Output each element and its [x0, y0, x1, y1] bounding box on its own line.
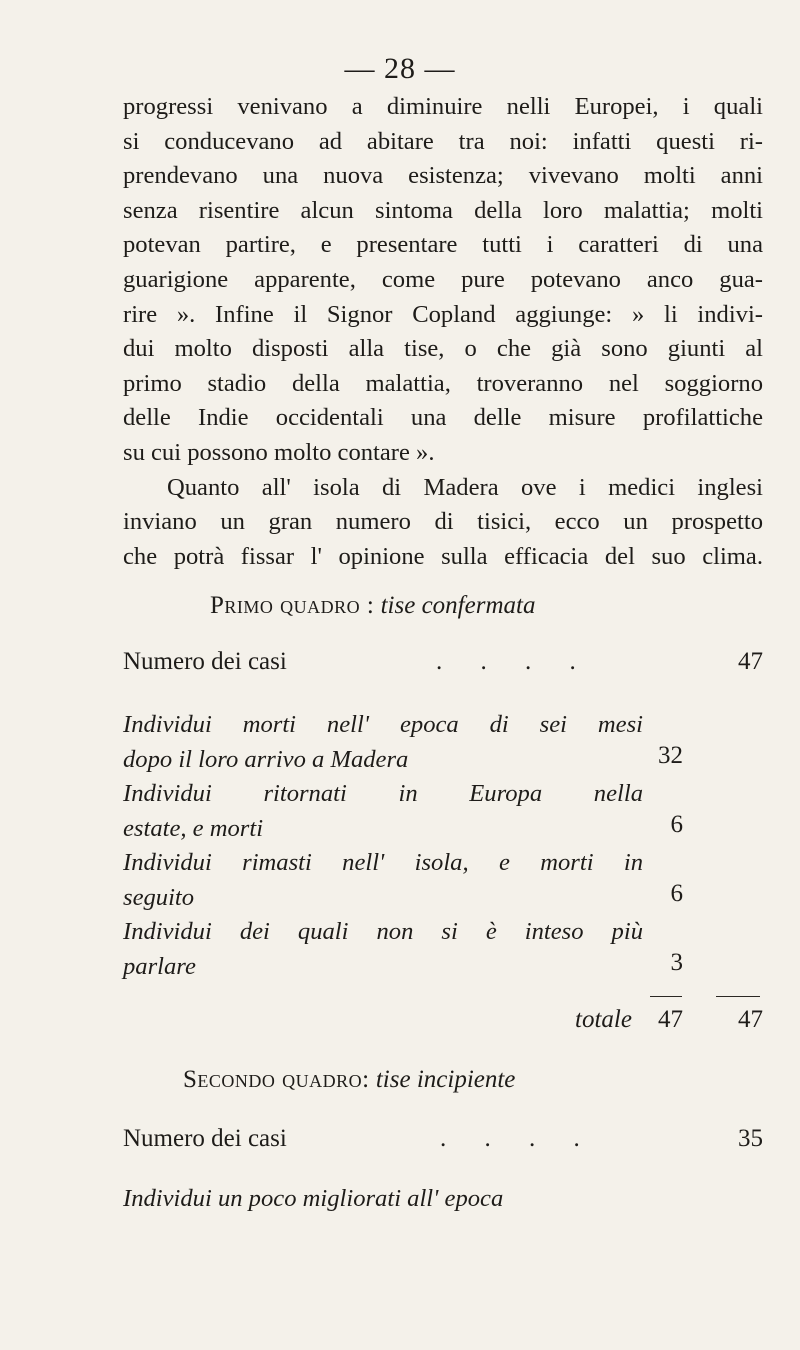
primo-entry-4-value: 3 [670, 949, 683, 976]
primo-cases-dots: . . . . [436, 648, 592, 675]
text-line: senza risentire alcun sintoma della loro malattia; molti [123, 196, 763, 224]
entry-line: parlare [123, 952, 196, 980]
secondo-cases-label: Numero dei casi [123, 1125, 287, 1152]
secondo-entry-line: Individui un poco migliorati all' epoca [123, 1185, 504, 1212]
paragraph-2 [123, 471, 763, 575]
text-line: guarigione apparente, come pure potevano anco gua- [123, 265, 763, 293]
primo-total-label: totale [575, 1006, 632, 1033]
entry-line: Individui dei quali non si è inteso più [123, 918, 643, 945]
text-line: Quanto all' isola di Madera ove i medici inglesi [167, 473, 763, 501]
text-line: dui molto disposti alla tise, o che già sono giunti al [123, 335, 763, 363]
text-line: inviano un gran numero di tisici, ecco un prospetto [123, 508, 763, 536]
primo-entry-2-value: 6 [670, 811, 683, 838]
entry-line: Individui rimasti nell' isola, e morti in [123, 849, 643, 876]
paragraph-1 [123, 90, 763, 471]
text-line: si conducevano ad abitare tra noi: infatti questi ri- [123, 127, 763, 155]
sum-rule-left [650, 996, 682, 997]
text-line: che potrà fissar l' opinione sulla efficacia del suo clima. [123, 542, 763, 570]
page-number: — 28 — [344, 52, 456, 85]
primo-total-left: 47 [658, 1006, 683, 1033]
secondo-cases-dots: . . . . [440, 1125, 596, 1152]
text-line: su cui possono molto contare ». [123, 438, 435, 466]
entry-line: dopo il loro arrivo a Madera [123, 745, 409, 773]
body-text [123, 90, 763, 574]
primo-cases-label: Numero dei casi [123, 648, 287, 675]
entry-line: estate, e morti [123, 814, 264, 842]
primo-entry-3-value: 6 [670, 880, 683, 907]
primo-total-right: 47 [738, 1006, 763, 1033]
sum-rule-right [716, 996, 760, 997]
section-subtitle: tise incipiente [375, 1066, 516, 1093]
entry-line: Individui morti nell' epoca di sei mesi [123, 711, 643, 738]
primo-entry-4 [123, 915, 643, 984]
text-line: rire ». Infine il Signor Copland aggiunge: » li indivi- [123, 300, 763, 328]
entry-line: seguito [123, 883, 195, 911]
section-title: Secondo quadro: [183, 1066, 370, 1093]
text-line: primo stadio della malattia, troveranno nel soggiorno [123, 369, 763, 397]
primo-entry-2 [123, 777, 643, 846]
section-subtitle: tise confermata [380, 592, 536, 619]
section-title: Primo quadro : [210, 592, 375, 619]
primo-quadro-heading [210, 592, 535, 620]
text-line: delle Indie occidentali una delle misure profilattiche [123, 404, 763, 432]
text-line: potevan partire, e presentare tutti i caratteri di una [123, 231, 763, 259]
primo-entry-1 [123, 708, 643, 777]
primo-entry-1-value: 32 [658, 742, 683, 769]
secondo-quadro-heading [183, 1066, 515, 1094]
secondo-cases-value: 35 [738, 1125, 763, 1152]
entry-line: Individui ritornati in Europa nella [123, 780, 643, 807]
primo-entry-3 [123, 846, 643, 915]
text-line: prendevano una nuova esistenza; vivevano molti anni [123, 162, 763, 190]
text-line: progressi venivano a diminuire nelli Europei, i quali [123, 93, 763, 120]
primo-cases-value: 47 [738, 648, 763, 675]
